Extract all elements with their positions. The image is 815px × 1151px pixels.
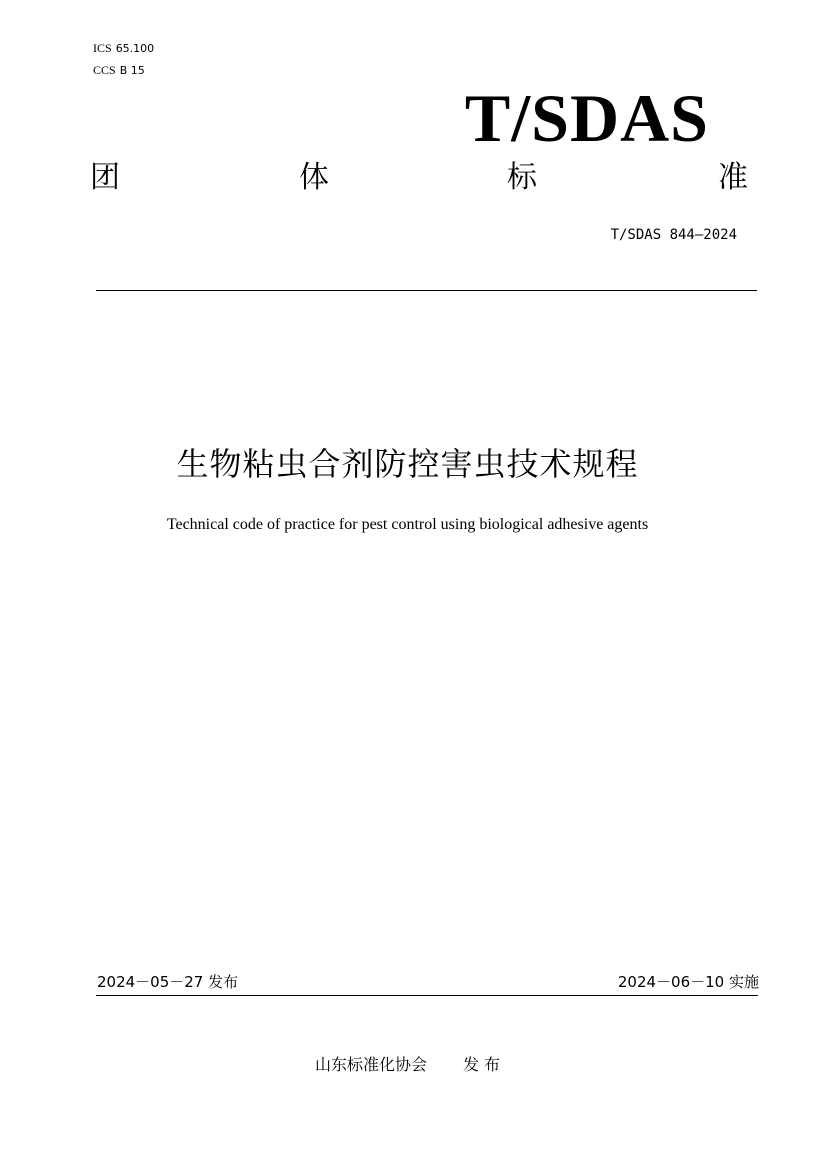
ccs-line	[93, 62, 145, 79]
document-title-chinese: 生物粘虫合剂防控害虫技术规程	[176, 445, 639, 483]
ccs-label: CCS	[93, 63, 116, 77]
category-char-3: 标	[507, 160, 537, 195]
publisher-name: 山东标准化协会	[314, 1055, 427, 1074]
issue-date: 2024－05－27 发布	[97, 973, 239, 991]
category-char-2: 体	[299, 160, 329, 195]
standard-code-mark: T/SDAS	[464, 80, 709, 156]
publisher-row	[0, 1054, 815, 1076]
ccs-value: B 15	[119, 64, 145, 77]
ics-label: ICS	[93, 41, 112, 55]
category-char-4: 准	[718, 160, 748, 195]
standard-number: T/SDAS 844—2024	[610, 227, 737, 243]
implement-date: 2024－06－10 实施	[617, 973, 759, 991]
ics-value: 65.100	[115, 42, 155, 55]
document-title-english: Technical code of practice for pest control using biological adhesive agents	[166, 516, 649, 533]
publish-word: 发 布	[462, 1055, 501, 1074]
footer-divider	[96, 995, 758, 996]
header-divider	[96, 290, 757, 291]
category-char-1: 团	[90, 160, 120, 195]
ics-line	[93, 40, 154, 57]
